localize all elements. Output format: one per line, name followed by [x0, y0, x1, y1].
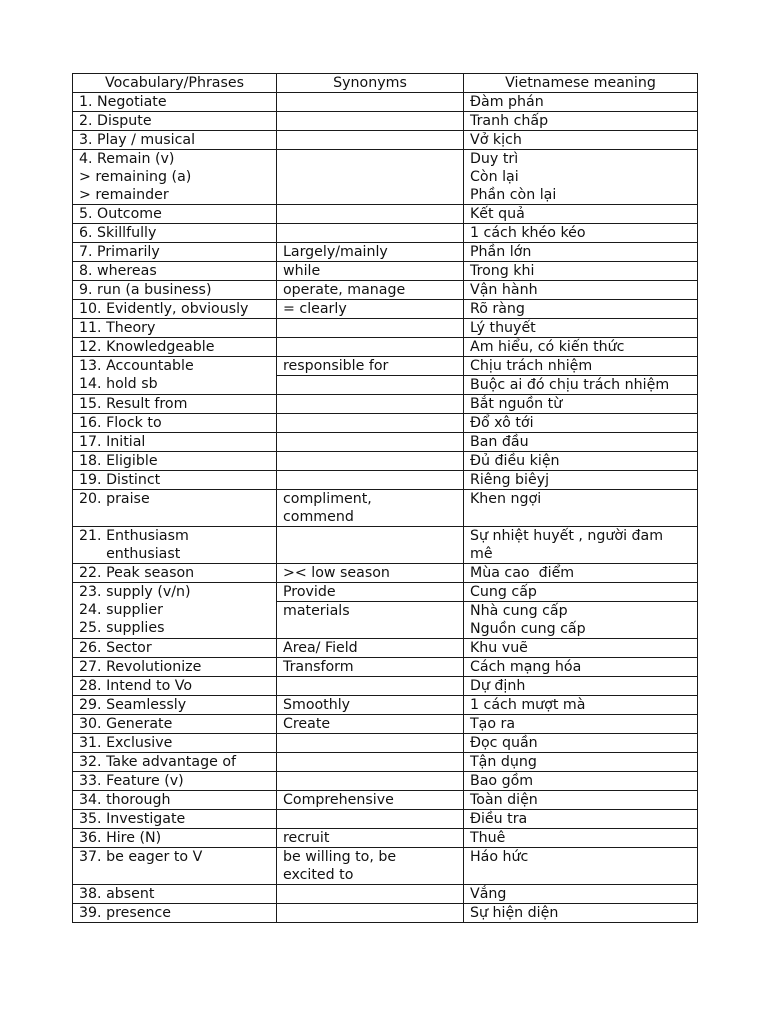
meaning-cell: Khu vuẽ [464, 639, 698, 658]
meaning-cell: Ban đầu [464, 433, 698, 452]
term-cell: 30. Generate [73, 715, 277, 734]
meaning-cell: Tận dụng [464, 753, 698, 772]
term-cell: 31. Exclusive [73, 734, 277, 753]
meaning-cell: Sự nhiệt huyết , người đam mê [464, 527, 698, 564]
term-cell: 5. Outcome [73, 205, 277, 224]
synonym-cell [277, 885, 464, 904]
meaning-cell: Nhà cung cấp Nguồn cung cấp [464, 602, 698, 639]
term-cell: 17. Initial [73, 433, 277, 452]
term-cell: 12. Knowledgeable [73, 338, 277, 357]
term-cell: 26. Sector [73, 639, 277, 658]
synonym-cell: = clearly [277, 300, 464, 319]
table-row [73, 490, 698, 527]
meaning-cell: Vận hành [464, 281, 698, 300]
meaning-cell: 1 cách khéo kéo [464, 224, 698, 243]
table-row [73, 93, 698, 112]
table-row [73, 583, 698, 602]
synonym-cell [277, 772, 464, 791]
meaning-cell: Duy trì Còn lại Phần còn lại [464, 150, 698, 205]
synonym-cell [277, 810, 464, 829]
vocabulary-table [72, 73, 698, 923]
table-row [73, 262, 698, 281]
synonym-cell [277, 338, 464, 357]
synonym-cell [277, 205, 464, 224]
term-cell: 32. Take advantage of [73, 753, 277, 772]
term-cell: 27. Revolutionize [73, 658, 277, 677]
synonym-cell: compliment, commend [277, 490, 464, 527]
meaning-cell: Khen ngợi [464, 490, 698, 527]
table-row [73, 205, 698, 224]
table-row [73, 243, 698, 262]
synonym-cell [277, 376, 464, 395]
synonym-cell: Area/ Field [277, 639, 464, 658]
table-row [73, 677, 698, 696]
table-row [73, 848, 698, 885]
meaning-cell: Cách mạng hóa [464, 658, 698, 677]
term-cell: 28. Intend to Vo [73, 677, 277, 696]
table-row [73, 564, 698, 583]
table-row [73, 753, 698, 772]
meaning-cell: Thuê [464, 829, 698, 848]
meaning-cell: Vắng [464, 885, 698, 904]
table-row [73, 715, 698, 734]
term-cell: 7. Primarily [73, 243, 277, 262]
table-row [73, 658, 698, 677]
term-cell: 6. Skillfully [73, 224, 277, 243]
synonym-cell [277, 677, 464, 696]
header-vietnamese-meaning: Vietnamese meaning [464, 74, 698, 93]
synonym-cell [277, 414, 464, 433]
synonym-cell [277, 753, 464, 772]
table-row [73, 131, 698, 150]
table-row [73, 734, 698, 753]
synonym-cell [277, 452, 464, 471]
table-row [73, 414, 698, 433]
table-header-row [73, 74, 698, 93]
meaning-cell: Riêng biêyj [464, 471, 698, 490]
table-row [73, 696, 698, 715]
term-cell: 36. Hire (N) [73, 829, 277, 848]
term-cell: 21. Enthusiasm enthusiast [73, 527, 277, 564]
term-cell: 2. Dispute [73, 112, 277, 131]
synonym-cell [277, 150, 464, 205]
meaning-cell: Điều tra [464, 810, 698, 829]
synonym-cell [277, 904, 464, 923]
synonym-cell [277, 471, 464, 490]
synonym-cell: Smoothly [277, 696, 464, 715]
synonym-cell [277, 93, 464, 112]
meaning-cell: Đàm phán [464, 93, 698, 112]
table-row [73, 338, 698, 357]
term-cell: 23. supply (v/n) 24. supplier 25. supplies [73, 583, 277, 639]
table-row [73, 527, 698, 564]
table-row [73, 772, 698, 791]
meaning-cell: Mùa cao điểm [464, 564, 698, 583]
meaning-cell: Bắt nguồn từ [464, 395, 698, 414]
synonym-cell: operate, manage [277, 281, 464, 300]
table-row [73, 357, 698, 376]
synonym-cell: Comprehensive [277, 791, 464, 810]
table-row [73, 791, 698, 810]
meaning-cell: Lý thuyết [464, 319, 698, 338]
synonym-cell: Provide [277, 583, 464, 602]
meaning-cell: Tạo ra [464, 715, 698, 734]
table-row [73, 810, 698, 829]
term-cell: 10. Evidently, obviously [73, 300, 277, 319]
meaning-cell: 1 cách mượt mà [464, 696, 698, 715]
synonym-cell: Transform [277, 658, 464, 677]
table-body [73, 93, 698, 923]
synonym-cell: while [277, 262, 464, 281]
table-row [73, 471, 698, 490]
table-row [73, 829, 698, 848]
synonym-cell [277, 112, 464, 131]
table-row [73, 452, 698, 471]
synonym-cell: responsible for [277, 357, 464, 376]
meaning-cell: Trong khi [464, 262, 698, 281]
synonym-cell [277, 224, 464, 243]
meaning-cell: Đổ xô tới [464, 414, 698, 433]
table-row [73, 224, 698, 243]
synonym-cell: recruit [277, 829, 464, 848]
meaning-cell: Đủ điều kiện [464, 452, 698, 471]
table-row [73, 281, 698, 300]
meaning-cell: Am hiểu, có kiến thức [464, 338, 698, 357]
meaning-cell: Dự định [464, 677, 698, 696]
meaning-cell: Chịu trách nhiệm [464, 357, 698, 376]
meaning-cell: Cung cấp [464, 583, 698, 602]
synonym-cell [277, 433, 464, 452]
table-row [73, 150, 698, 205]
synonym-cell [277, 131, 464, 150]
meaning-cell: Buộc ai đó chịu trách nhiệm [464, 376, 698, 395]
term-cell: 8. whereas [73, 262, 277, 281]
meaning-cell: Sự hiện diện [464, 904, 698, 923]
meaning-cell: Rõ ràng [464, 300, 698, 319]
table-row [73, 395, 698, 414]
term-cell: 18. Eligible [73, 452, 277, 471]
table-row [73, 112, 698, 131]
term-cell: 29. Seamlessly [73, 696, 277, 715]
synonym-cell: >< low season [277, 564, 464, 583]
meaning-cell: Đọc quần [464, 734, 698, 753]
table-row [73, 639, 698, 658]
term-cell: 16. Flock to [73, 414, 277, 433]
term-cell: 9. run (a business) [73, 281, 277, 300]
term-cell: 35. Investigate [73, 810, 277, 829]
header-synonyms: Synonyms [277, 74, 464, 93]
synonym-cell [277, 527, 464, 564]
term-cell: 3. Play / musical [73, 131, 277, 150]
term-cell: 15. Result from [73, 395, 277, 414]
term-cell: 39. presence [73, 904, 277, 923]
term-cell: 13. Accountable 14. hold sb [73, 357, 277, 395]
synonym-cell [277, 734, 464, 753]
table-row [73, 904, 698, 923]
synonym-cell: Largely/mainly [277, 243, 464, 262]
table-row [73, 433, 698, 452]
synonym-cell: Create [277, 715, 464, 734]
meaning-cell: Bao gồm [464, 772, 698, 791]
synonym-cell: be willing to, be excited to [277, 848, 464, 885]
meaning-cell: Vở kịch [464, 131, 698, 150]
term-cell: 33. Feature (v) [73, 772, 277, 791]
term-cell: 11. Theory [73, 319, 277, 338]
term-cell: 37. be eager to V [73, 848, 277, 885]
header-vocabulary: Vocabulary/Phrases [73, 74, 277, 93]
term-cell: 34. thorough [73, 791, 277, 810]
term-cell: 19. Distinct [73, 471, 277, 490]
table-row [73, 300, 698, 319]
meaning-cell: Háo hức [464, 848, 698, 885]
term-cell: 22. Peak season [73, 564, 277, 583]
term-cell: 38. absent [73, 885, 277, 904]
synonym-cell [277, 395, 464, 414]
table-row [73, 885, 698, 904]
term-cell: 20. praise [73, 490, 277, 527]
meaning-cell: Toàn diện [464, 791, 698, 810]
synonym-cell: materials [277, 602, 464, 639]
table-row [73, 319, 698, 338]
meaning-cell: Tranh chấp [464, 112, 698, 131]
term-cell: 1. Negotiate [73, 93, 277, 112]
synonym-cell [277, 319, 464, 338]
term-cell: 4. Remain (v) > remaining (a) > remainder [73, 150, 277, 205]
meaning-cell: Kết quả [464, 205, 698, 224]
meaning-cell: Phần lớn [464, 243, 698, 262]
